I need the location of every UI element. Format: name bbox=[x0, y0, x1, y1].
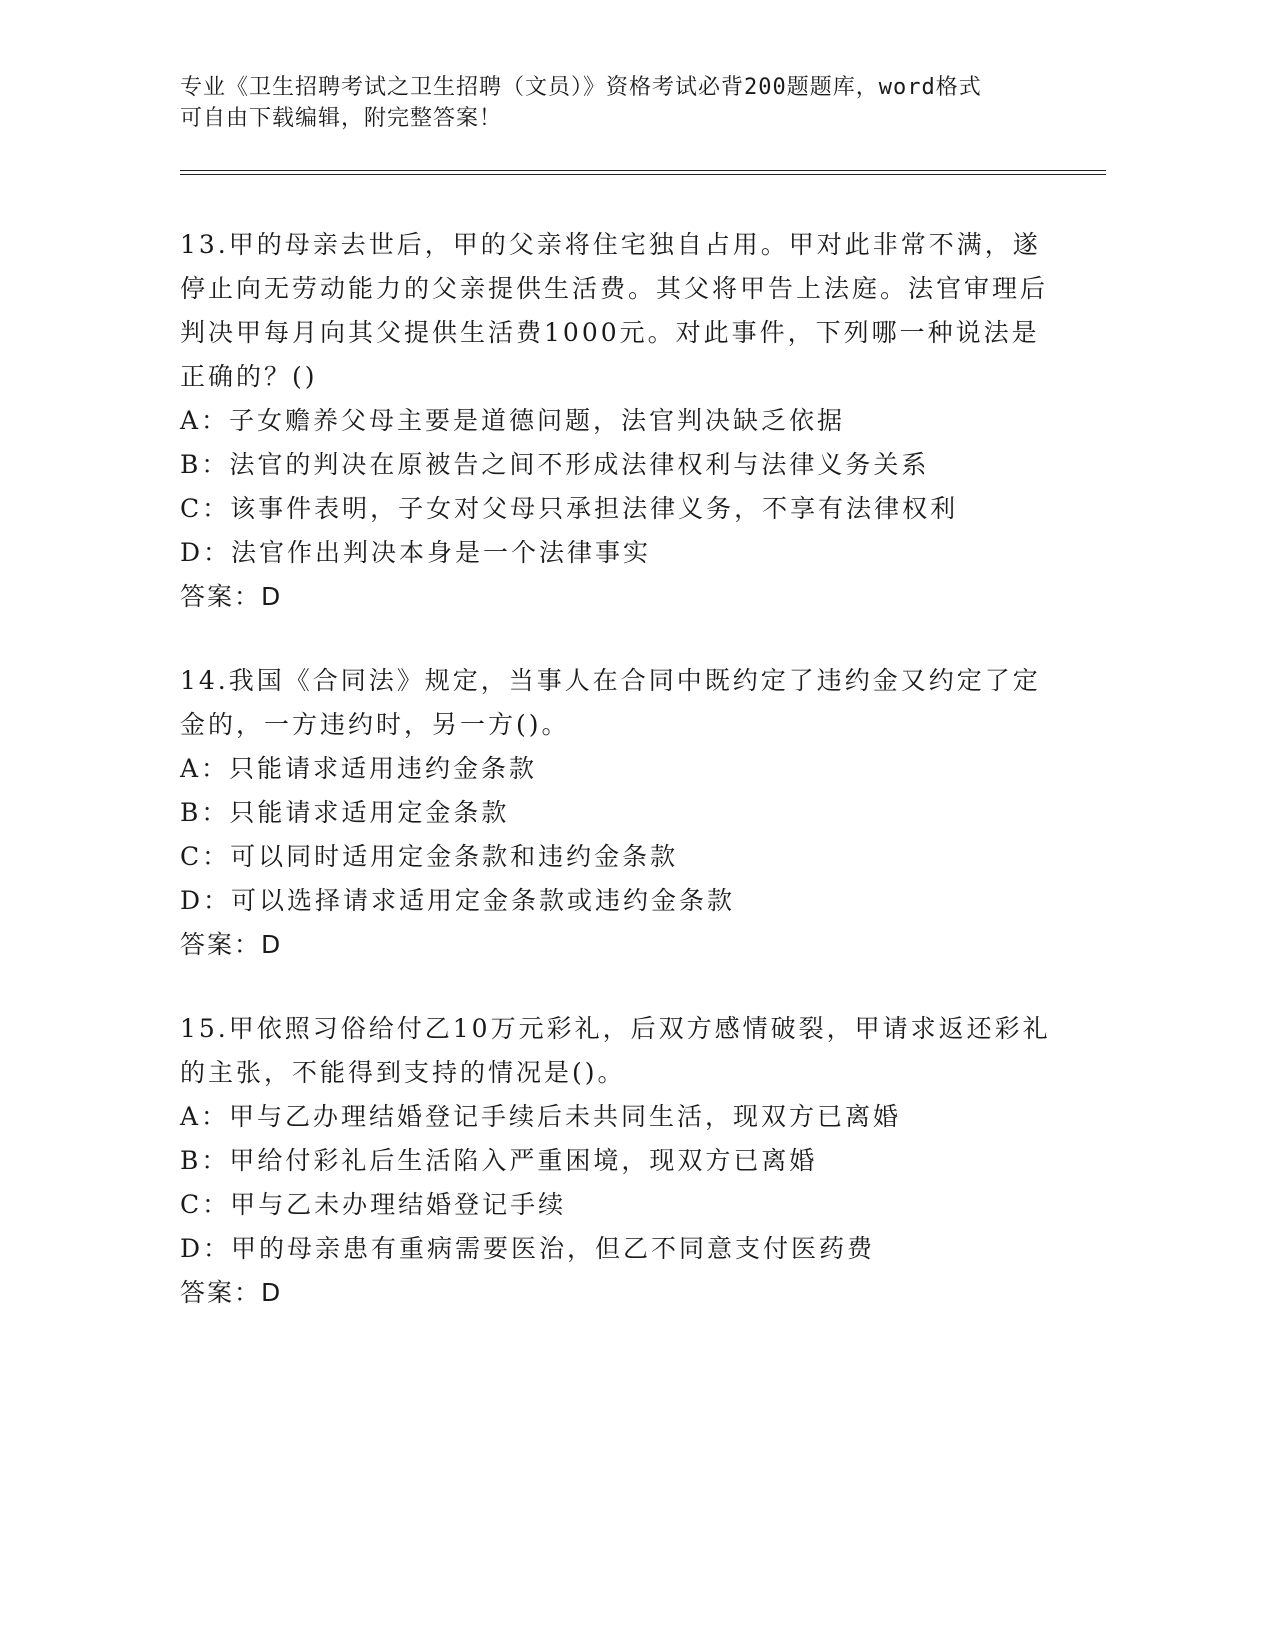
question-15 bbox=[180, 1007, 1060, 1315]
option-c: C：甲与乙未办理结婚登记手续 bbox=[180, 1190, 567, 1219]
option-a: A：甲与乙办理结婚登记手续后未共同生活，现双方已离婚 bbox=[180, 1102, 902, 1131]
header-line-2: 可自由下载编辑，附完整答案！ bbox=[180, 106, 503, 131]
option-b: B：甲给付彩礼后生活陷入严重困境，现双方已离婚 bbox=[180, 1146, 818, 1175]
option-b: B：法官的判决在原被告之间不形成法律权利与法律义务关系 bbox=[180, 450, 930, 479]
option-c: C：该事件表明，子女对父母只承担法律义务，不享有法律权利 bbox=[180, 494, 959, 523]
option-a: A：只能请求适用违约金条款 bbox=[180, 754, 538, 783]
question-13 bbox=[180, 223, 1060, 619]
option-c: C：可以同时适用定金条款和违约金条款 bbox=[180, 842, 679, 871]
answer-label: 答案：D bbox=[180, 930, 283, 959]
option-d: D：法官作出判决本身是一个法律事实 bbox=[180, 538, 652, 567]
document-header bbox=[180, 72, 1060, 134]
option-d: D：甲的母亲患有重病需要医治，但乙不同意支付医药费 bbox=[180, 1234, 876, 1263]
question-stem: 13.甲的母亲去世后，甲的父亲将住宅独自占用。甲对此非常不满，遂停止向无劳动能力的父亲提供生活费。其父将甲告上法庭。法官审理后判决甲每月向其父提供生活费1000元。对此事件，下列哪一种说法是正确的？() bbox=[180, 230, 1049, 391]
header-divider-bottom bbox=[180, 174, 1106, 175]
header-divider-top bbox=[180, 170, 1106, 171]
answer-label: 答案：D bbox=[180, 582, 283, 611]
header-line-1: 专业《卫生招聘考试之卫生招聘（文员）》资格考试必背200题题库，word格式 bbox=[180, 75, 982, 100]
question-14 bbox=[180, 659, 1060, 967]
question-stem: 15.甲依照习俗给付乙10万元彩礼，后双方感情破裂，甲请求返还彩礼的主张，不能得到支持的情况是()。 bbox=[180, 1014, 1051, 1087]
question-stem: 14.我国《合同法》规定，当事人在合同中既约定了违约金又约定了定金的，一方违约时，另一方()。 bbox=[180, 666, 1041, 739]
option-b: B：只能请求适用定金条款 bbox=[180, 798, 510, 827]
option-d: D：可以选择请求适用定金条款或违约金条款 bbox=[180, 886, 736, 915]
option-a: A：子女赡养父母主要是道德问题，法官判决缺乏依据 bbox=[180, 406, 846, 435]
answer-label: 答案：D bbox=[180, 1278, 283, 1307]
